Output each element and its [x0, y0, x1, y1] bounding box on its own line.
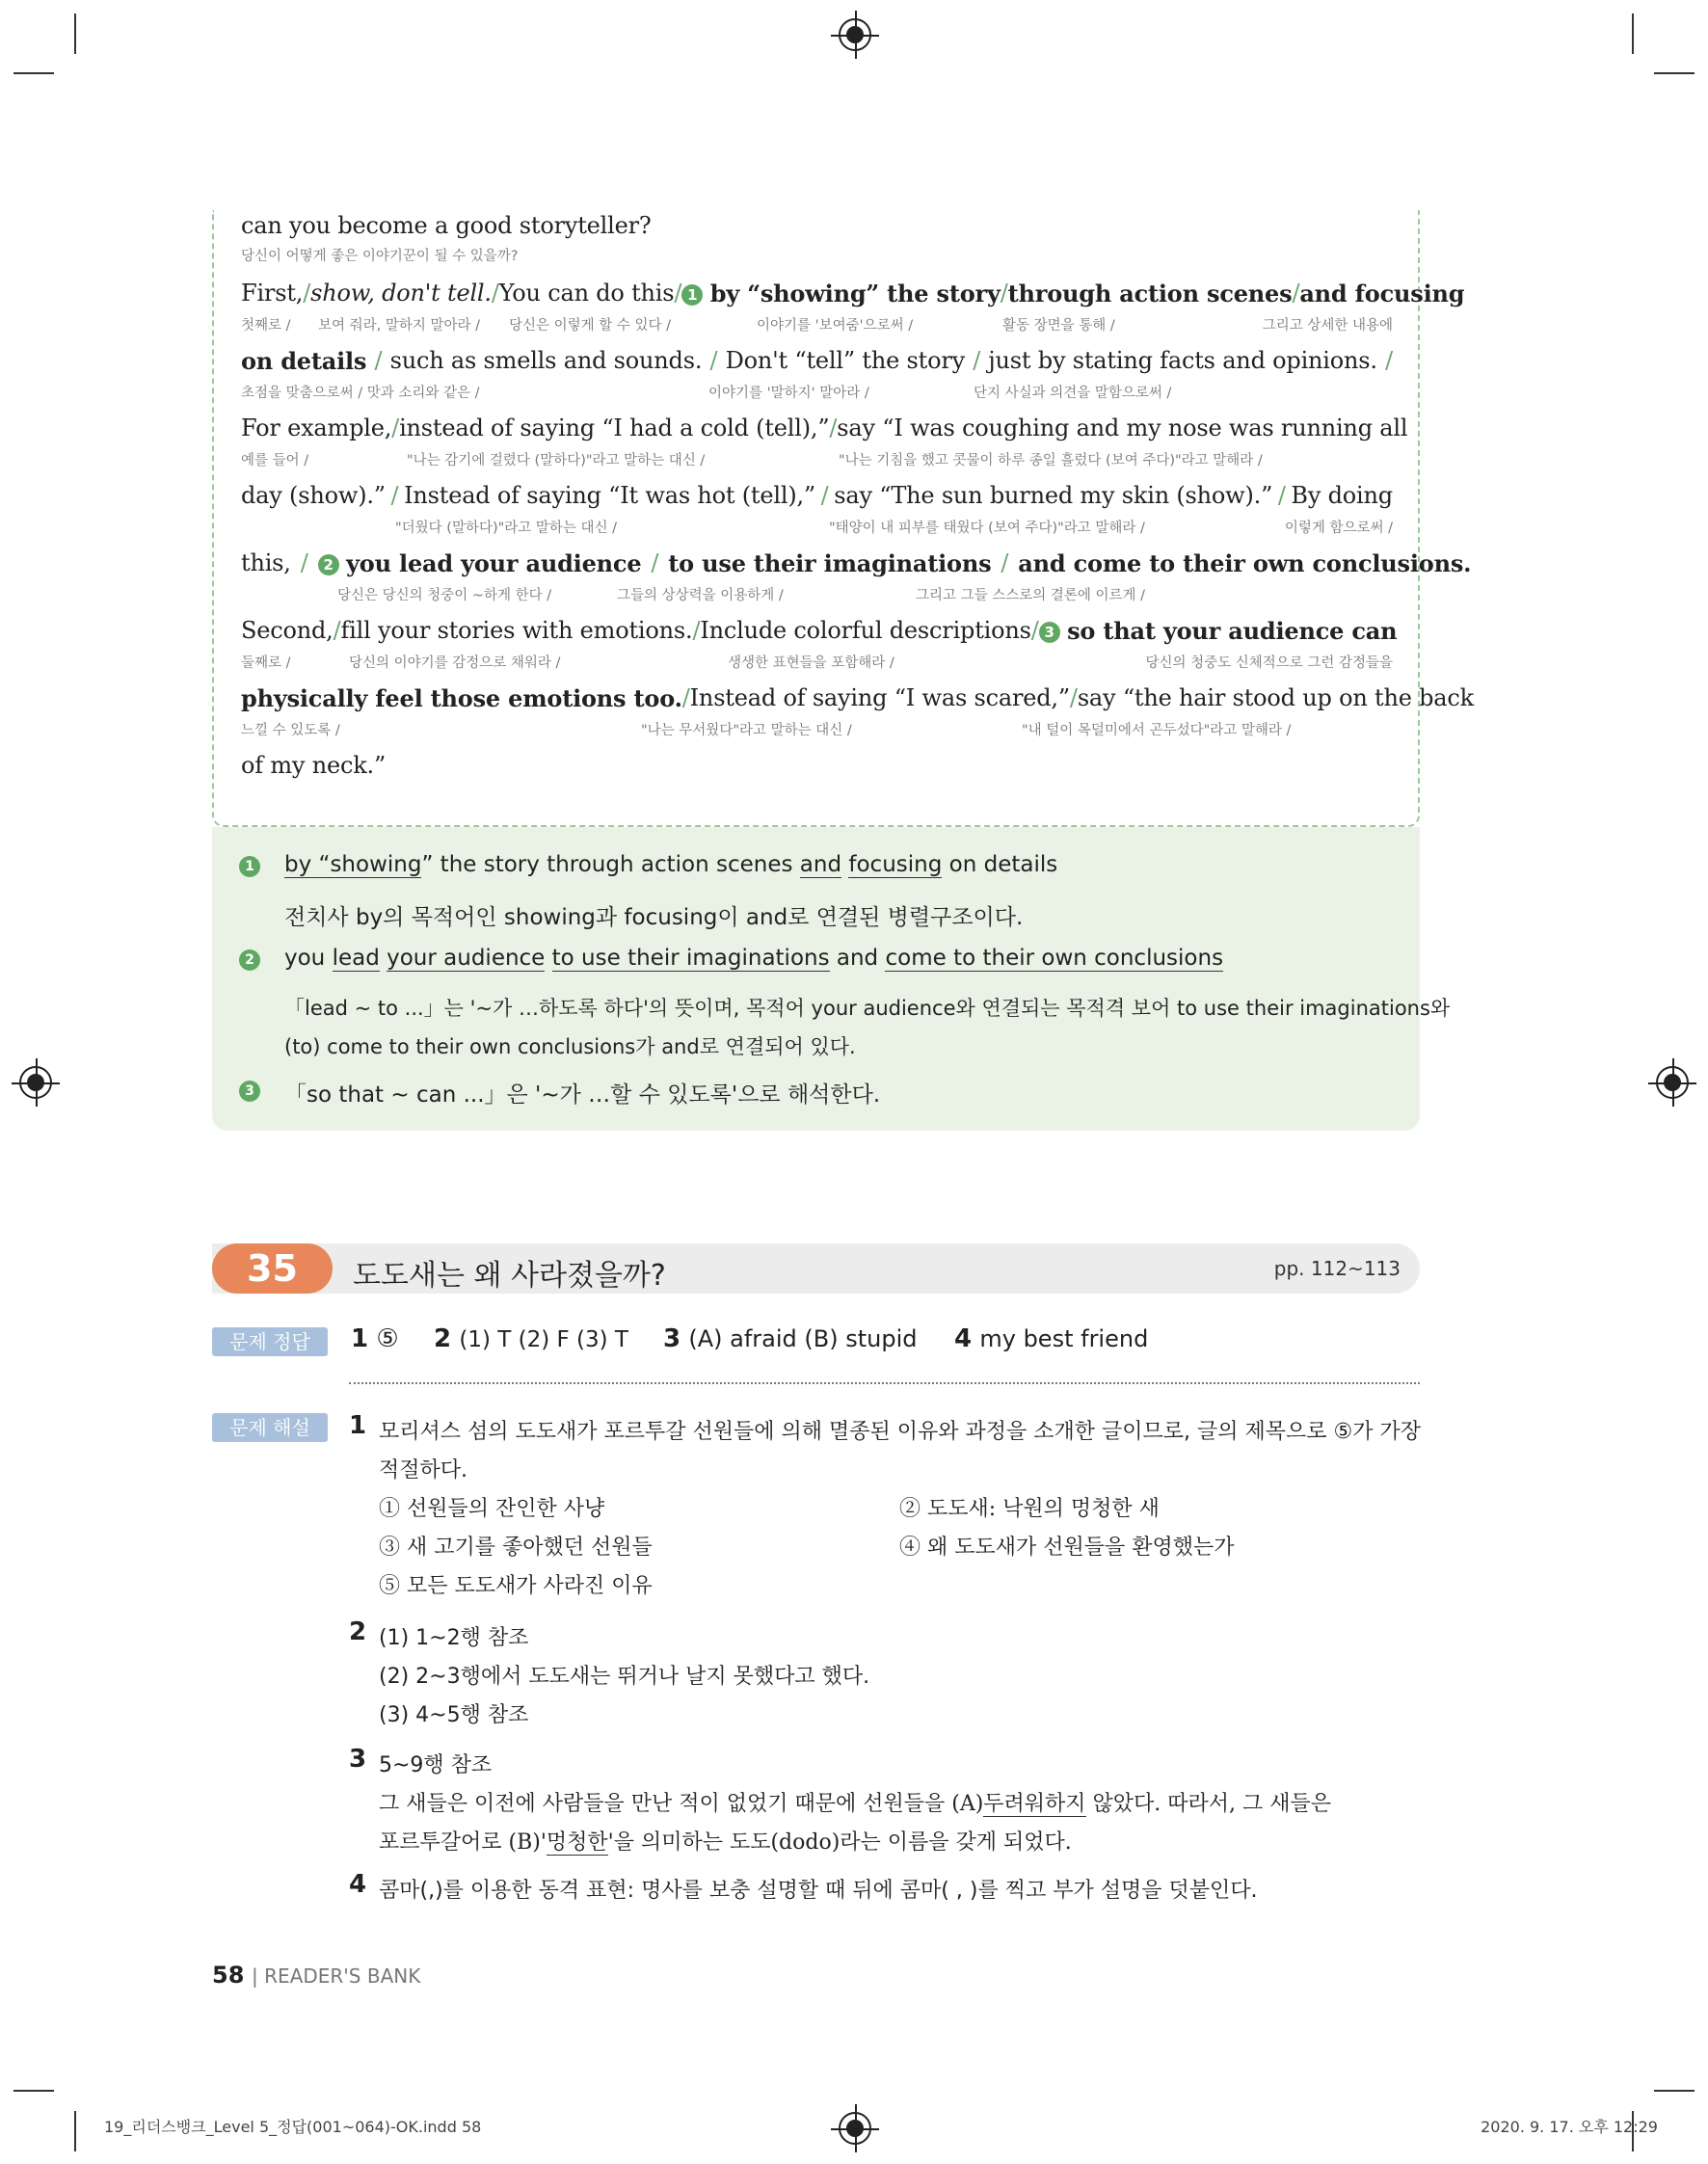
english-chunk: By doing [1291, 482, 1393, 509]
korean-gloss: 당신은 이렇게 할 수 있다 / [509, 318, 672, 334]
english-chunk: Instead of saying “It was hot (tell),” [404, 482, 815, 509]
passage-line: Second, / fill your stories with emotions. / Include colorful descriptions / 3 so that your audience can 둘째로 / 당신의 이야기를 감정으로 채워라 / 생생한 표현들을 포함해라 / 당신의 청중도 신체적으로 그런 감정들을 [241, 617, 1398, 671]
section-header [212, 1243, 1420, 1294]
crop-mark [74, 2111, 76, 2151]
choice-option: ④ 왜 도도새가 선원들을 환영했는가 [899, 1536, 1235, 1560]
explanation-text: 5~9행 참조 [379, 1753, 493, 1777]
page-number: 58 [212, 1962, 245, 1989]
registration-mark-icon [19, 1066, 52, 1099]
english-chunk: and come to their own conclusions. [1018, 549, 1472, 577]
grammar-notes-box [212, 827, 1451, 1131]
crop-mark [1654, 72, 1695, 74]
passage-line [241, 212, 1393, 280]
series-name: READER'S BANK [264, 1964, 421, 1988]
note-number-badge: 2 [239, 949, 260, 971]
korean-gloss: 보여 줘라, 말하지 말아라 / [318, 318, 481, 334]
korean-gloss: "더웠다 (말하다)"라고 말하는 대신 / [395, 521, 618, 536]
annotation-number-badge: 3 [1039, 622, 1060, 643]
korean-gloss: 생생한 표현들을 포함해라 / [728, 655, 894, 671]
answer-item: 3 (A) afraid (B) stupid [663, 1324, 918, 1353]
english-chunk: physically feel those emotions too. [241, 684, 682, 712]
english-chunk: just by stating facts and opinions. [988, 347, 1377, 374]
english-chunk: on details [241, 347, 367, 375]
reading-passage-box [212, 210, 1474, 827]
crop-mark [1632, 13, 1634, 54]
english-chunk: by “showing” the story [709, 280, 1001, 307]
english-chunk: day (show).” [241, 482, 386, 509]
annotation-number-badge: 2 [318, 554, 339, 575]
passage-line [241, 752, 1393, 819]
explanation-text: (3) 4~5행 참조 [379, 1703, 529, 1727]
choice-option: ③ 새 고기를 좋아했던 선원들 [379, 1536, 653, 1560]
english-chunk: fill your stories with emotions. [340, 617, 693, 644]
crop-mark [1654, 2090, 1695, 2092]
explanation-text: 콤마(,)를 이용한 동격 표현: 명사를 보충 설명할 때 뒤에 콤마( , )를 찍고 부가 설명을 덧붙인다. [379, 1879, 1258, 1903]
korean-gloss: 둘째로 / [241, 655, 291, 671]
english-chunk: say “The sun burned my skin (show).” [834, 482, 1273, 509]
english-chunk: Include colorful descriptions [700, 617, 1031, 644]
explanation-text: 포르투갈어로 (B)'멍청한'을 의미하는 도도(dodo)라는 이름을 갖게 되었다. [379, 1830, 1072, 1855]
korean-gloss: 그리고 그들 스스로의 결론에 이르게 / [916, 588, 1146, 603]
note-title: you lead your audience to use their imaginations and come to their own conclusions [284, 946, 1224, 971]
korean-gloss: 당신의 청중도 신체적으로 그런 감정들을 [1145, 655, 1393, 671]
passage-line: First, / show, don't tell. / You can do this / 1 by “showing” the story / through action scenes / and focusing 첫째로 / 보여 줘라, 말하지 말아라 / 당신은 이렇게 할 수 있다 / 이야기를 '보여줌'으로써 / 활동 장면을 통해 / 그리고 상세한 내용에 [241, 280, 1465, 334]
passage-line: physically feel those emotions too. / Instead of saying “I was scared,” / say “the hair stood up on the back 느낄 수 있도록 / "나는 무서웠다"라고 말하는 대신 / "내 털이 목덜미에서 곤두섰다"라고 말해라 / [241, 684, 1474, 738]
note-description: 「so that ~ can ...」은 '~가 …할 수 있도록'으로 해석한다. [284, 1082, 881, 1108]
korean-gloss: "나는 감기에 걸렸다 (말하다)"라고 말하는 대신 / [407, 453, 706, 468]
choice-option: ② 도도새: 낙원의 멍청한 새 [899, 1497, 1160, 1521]
korean-gloss: "내 털이 목덜미에서 곤두섰다"라고 말해라 / [1022, 723, 1292, 738]
korean-gloss: 활동 장면을 통해 / [1002, 318, 1115, 334]
korean-gloss: 당신은 당신의 청중이 ~하게 한다 / [337, 588, 552, 603]
explanation-label-tag: 문제 해설 [212, 1413, 328, 1442]
korean-gloss: "태양이 내 피부를 태웠다 (보여 주다)"라고 말해라 / [829, 521, 1145, 536]
section-title: 도도새는 왜 사라졌을까? [353, 1259, 666, 1293]
english-chunk: instead of saying “I had a cold (tell),” [399, 414, 830, 441]
choice-option: ⑤ 모든 도도새가 사라진 이유 [379, 1574, 653, 1598]
korean-gloss: 그들의 상상력을 이용하게 / [617, 588, 784, 603]
english-chunk: so that your audience can [1067, 617, 1398, 645]
answer-item: 2 (1) T (2) F (3) T [434, 1324, 628, 1353]
korean-gloss: 이렇게 함으로써 / [1284, 521, 1393, 536]
answer-label-tag: 문제 정답 [212, 1327, 328, 1356]
choice-option: ① 선원들의 잔인한 사냥 [379, 1497, 605, 1521]
english-chunk: such as smells and sounds. [389, 347, 703, 374]
annotation-number-badge: 1 [681, 284, 703, 306]
crop-mark [13, 72, 54, 74]
note-number-badge: 1 [239, 856, 260, 877]
korean-gloss: 초점을 맞춤으로써 / 맛과 소리와 같은 / [241, 386, 480, 401]
english-chunk: of my neck.” [241, 752, 387, 779]
korean-gloss: "나는 무서웠다"라고 말하는 대신 / [641, 723, 852, 738]
question-number: 3 [349, 1745, 367, 1774]
explanation-text: 적절하다. [379, 1458, 468, 1483]
note-description: 전치사 by의 목적어인 showing과 focusing이 and로 연결된 병렬구조이다. [284, 905, 1024, 930]
english-chunk: this, [241, 549, 291, 576]
registration-mark-icon [839, 18, 871, 51]
note-description: (to) come to their own conclusions가 and로 연결되어 있다. [284, 1035, 856, 1058]
explanation-text: (2) 2~3행에서 도도새는 뛰거나 날지 못했다고 했다. [379, 1665, 870, 1689]
answer-item: 1 ⑤ [351, 1324, 399, 1353]
question-number: 2 [349, 1617, 367, 1646]
section-number: 35 [212, 1243, 333, 1294]
korean-gloss: 단지 사실과 의견을 말함으로써 / [974, 386, 1172, 401]
passage-line: on details / such as smells and sounds. / Don't “tell” the story / just by stating facts and opinions. / 초점을 맞춤으로써 / 맛과 소리와 같은 / 이야기를 '말하지' 말아라 / 단지 사실과 의견을 말함으로써 / [241, 347, 1393, 401]
explanation-text: 모리셔스 섬의 도도새가 포르투갈 선원들에 의해 멸종된 이유와 과정을 소개한 글이므로, 글의 제목으로 ⑤가 가장 [379, 1420, 1421, 1444]
english-chunk: show, don't tell. [310, 280, 492, 307]
korean-gloss: 그리고 상세한 내용에 [1262, 318, 1393, 334]
korean-gloss: 당신이 어떻게 좋은 이야기꾼이 될 수 있을까? [241, 249, 519, 264]
english-chunk: For example, [241, 414, 392, 441]
english-text: can you become a good storyteller? [241, 212, 652, 239]
page-footer: 58 | READER'S BANK [212, 1962, 421, 1989]
english-chunk: you lead your audience [346, 549, 642, 577]
english-chunk: You can do this [498, 280, 675, 307]
note-title: by “showing” the story through action scenes and focusing on details [284, 852, 1058, 877]
crop-mark [74, 13, 76, 54]
registration-mark-icon [839, 2112, 871, 2145]
question-number: 1 [349, 1411, 367, 1440]
passage-line: For example, / instead of saying “I had a cold (tell),” / say “I was coughing and my nose was running all 예를 들어 / "나는 감기에 걸렸다 (말하다)"라고 말하는 대신 / "나는 기침을 했고 콧물이 하루 종일 흘렀다 (보여 주다)"라고 말해라 / [241, 414, 1408, 468]
english-chunk: to use their imaginations [668, 549, 992, 577]
korean-gloss: 당신의 이야기를 감정으로 채워라 / [349, 655, 561, 671]
crop-mark [13, 2090, 54, 2092]
print-date-info: 2020. 9. 17. 오후 12:29 [1481, 2118, 1658, 2136]
passage-line: day (show).” / Instead of saying “It was hot (tell),” / say “The sun burned my skin (show).” / By doing "더웠다 (말하다)"라고 말하는 대신 / "태양이 내 피부를 태웠다 (보여 주다)"라고 말해라 / 이렇게 함으로써 / [241, 482, 1393, 536]
question-number: 4 [349, 1870, 367, 1899]
english-chunk: and focusing [1299, 280, 1465, 307]
dotted-divider [349, 1382, 1420, 1384]
korean-gloss: 첫째로 / [241, 318, 291, 334]
registration-mark-icon [1656, 1066, 1689, 1099]
korean-gloss: "나는 기침을 했고 콧물이 하루 종일 흘렀다 (보여 주다)"라고 말해라 / [839, 453, 1263, 468]
passage-line: this, / 2 you lead your audience / to use their imaginations / and come to their own conclusions. 당신은 당신의 청중이 ~하게 한다 / 그들의 상상력을 이용하게 / 그리고 그들 스스로의 결론에 이르게 / [241, 549, 1472, 603]
page-reference: pp. 112~113 [1273, 1257, 1401, 1280]
answer-item: 4 my best friend [954, 1324, 1149, 1353]
korean-gloss: 예를 들어 / [241, 453, 309, 468]
explanation-text: 그 새들은 이전에 사람들을 만난 적이 없었기 때문에 선원들을 (A)두려워하지 않았다. 따라서, 그 새들은 [379, 1792, 1332, 1816]
print-file-info: 19_리더스뱅크_Level 5_정답(001~064)-OK.indd 58 [104, 2118, 482, 2136]
english-chunk: Instead of saying “I was scared,” [689, 684, 1070, 711]
note-number-badge: 3 [239, 1081, 260, 1102]
english-chunk: Second, [241, 617, 334, 644]
english-chunk: say “the hair stood up on the back [1077, 684, 1474, 711]
korean-gloss: 이야기를 '보여줌'으로써 / [757, 318, 914, 334]
english-chunk: through action scenes [1007, 280, 1293, 307]
korean-gloss: 느낄 수 있도록 / [241, 723, 340, 738]
english-chunk: say “I was coughing and my nose was running all [837, 414, 1408, 441]
english-chunk: Don't “tell” the story [725, 347, 965, 374]
note-description: 「lead ~ to ...」는 '~가 …하도록 하다'의 뜻이며, 목적어 your audience와 연결되는 목적격 보어 to use their imaginations와 [284, 997, 1451, 1020]
korean-gloss: 이야기를 '말하지' 말아라 / [708, 386, 869, 401]
english-chunk: First, [241, 280, 304, 307]
explanation-text: (1) 1~2행 참조 [379, 1626, 529, 1650]
